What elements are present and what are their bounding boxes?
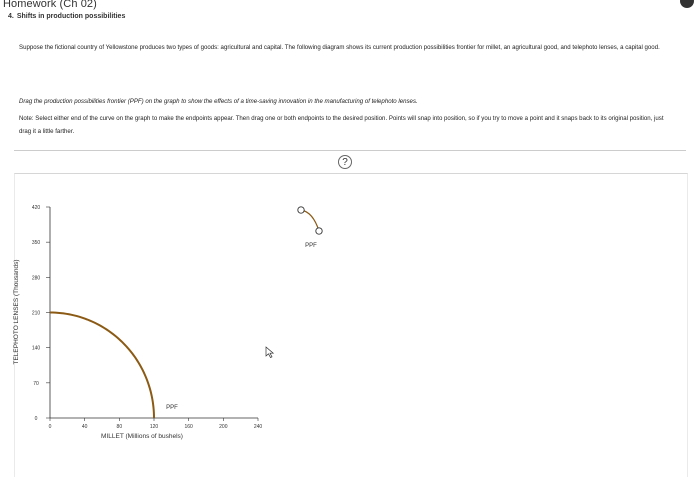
note-text: Note: Select either end of the curve on the graph to make the endpoints appear. Then drag one or both endpoints to the desired position. Points will snap into position, so if you try to move a point and it snaps back to its original position, just drag it a little farther. [19, 115, 664, 135]
question-title: Shifts in production possibilities [16, 13, 126, 20]
x-tick-label: 80 [116, 424, 123, 430]
intro-text: Suppose the fictional country of Yellowstone produces two types of goods: agricultural and capital. The following diagram shows its current production possibilities frontier for millet, an agricultural good, and telephoto lenses, a capital good. [19, 44, 660, 51]
y-tick-label: 70 [33, 380, 39, 387]
question-heading [8, 13, 125, 20]
menu-icon[interactable] [680, 0, 694, 8]
y-tick-label: 210 [31, 310, 41, 317]
top-bar [0, 0, 700, 12]
homework-title: Homework (Ch 02) [3, 0, 97, 10]
x-tick-label: 0 [48, 424, 52, 430]
task-text: Drag the production possibilities frontier (PPF) on the graph to show the effects of a time-saving innovation in the manufacturing of telephoto lenses. [19, 98, 418, 105]
y-tick-label: 280 [31, 275, 41, 282]
divider [14, 150, 686, 151]
y-tick-label: 140 [31, 345, 41, 352]
x-tick-label: 200 [219, 424, 228, 430]
graph-frame [14, 173, 688, 477]
ppf-curve-label: PPF [166, 405, 178, 411]
x-axis-label: MILLET (Millions of bushels) [101, 433, 183, 440]
x-tick-label: 40 [81, 424, 88, 430]
y-tick-label: 420 [31, 205, 41, 211]
x-tick-label: 160 [184, 424, 193, 430]
y-axis-label: TELEPHOTO LENSES (Thousands) [13, 259, 20, 365]
y-tick-label: 350 [31, 240, 41, 247]
help-button[interactable]: ? [338, 155, 352, 169]
x-tick-label: 120 [149, 424, 159, 430]
legend-label: PPF [305, 243, 317, 249]
y-tick-label: 0 [34, 416, 38, 422]
x-tick-label: 240 [253, 424, 263, 430]
question-number: 4. [8, 13, 14, 20]
